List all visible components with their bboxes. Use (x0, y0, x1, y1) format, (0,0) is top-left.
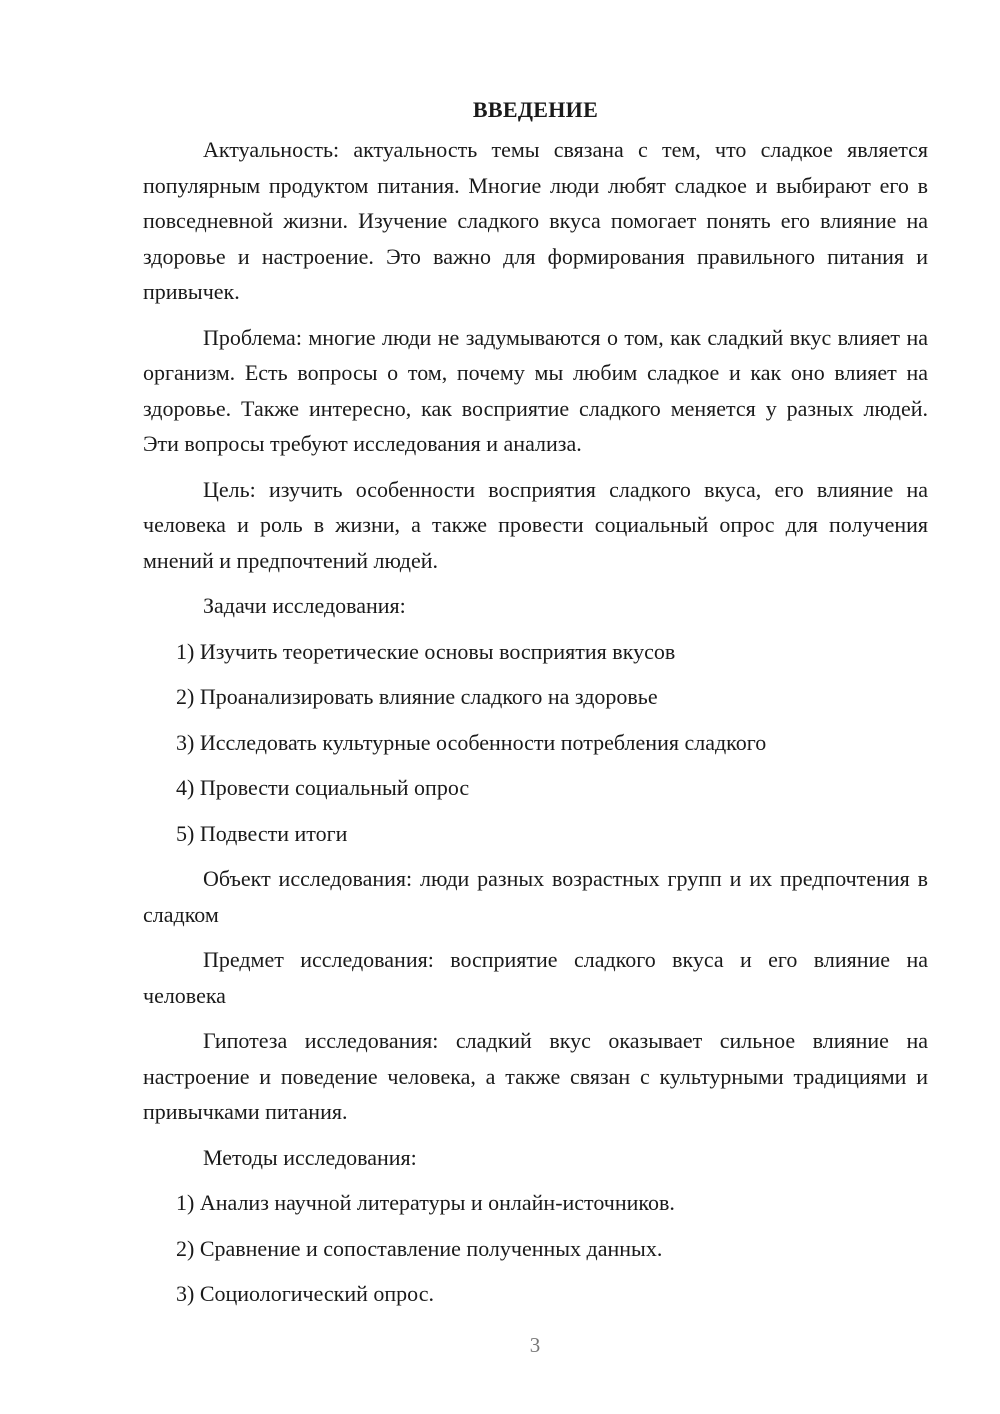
methods-list (143, 1185, 928, 1312)
object-paragraph: Объект исследования: люди разных возрастных групп и их предпочтения в сладком (143, 866, 928, 927)
task-item: 4) Провести социальный опрос (176, 775, 470, 800)
methods-label: Методы исследования: (203, 1144, 417, 1170)
page-title: ВВЕДЕНИЕ (472, 97, 599, 122)
document-page (143, 92, 928, 1322)
task-item: 1) Изучить теоретические основы восприятия вкусов (176, 638, 676, 664)
relevance-paragraph: Актуальность: актуальность темы связана с тем, что сладкое является популярным продуктом питания. Многие люди любят сладкое и выбирают его в повседневной жизни. Изучение сладкого вкуса помогает понять его влияние на здоровье и настроение. Это важно для формирования правильного питания и привычек. (143, 137, 928, 304)
subject-paragraph: Предмет исследования: восприятие сладкого вкуса и его влияние на человека (143, 947, 928, 1008)
problem-paragraph: Проблема: многие люди не задумываются о том, как сладкий вкус влияет на организм. Есть вопросы о том, почему мы любим сладкое и как оно влияет на здоровье. Также интересно, как восприятие сладкого меняется у разных людей. Эти вопросы требуют исследования и анализа. (143, 324, 928, 456)
hypothesis-paragraph: Гипотеза исследования: сладкий вкус оказывает сильное влияние на настроение и поведение человека, а также связан с культурными традициями и привычками питания. (143, 1028, 928, 1124)
task-item: 5) Подвести итоги (176, 820, 348, 846)
page-number: 3 (529, 1333, 541, 1357)
method-item: 3) Социологический опрос. (176, 1281, 434, 1306)
task-item: 2) Проанализировать влияние сладкого на здоровье (176, 684, 658, 709)
tasks-list (143, 634, 928, 852)
tasks-label: Задачи исследования: (203, 593, 406, 618)
goal-paragraph: Цель: изучить особенности восприятия сладкого вкуса, его влияние на человека и роль в жизни, а также провести социальный опрос для получения мнений и предпочтений людей. (143, 476, 928, 573)
task-item: 3) Исследовать культурные особенности потребления сладкого (176, 729, 767, 755)
method-item: 2) Сравнение и сопоставление полученных данных. (176, 1235, 663, 1261)
method-item: 1) Анализ научной литературы и онлайн-источников. (176, 1190, 675, 1215)
